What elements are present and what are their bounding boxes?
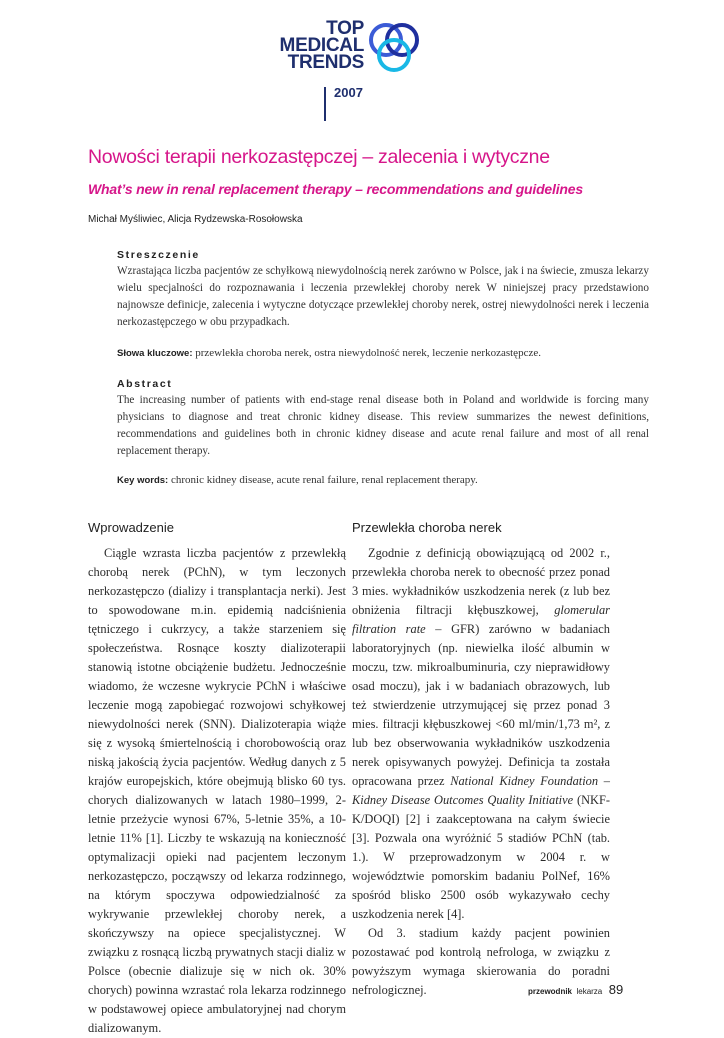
- left-column-body: [88, 544, 346, 1038]
- section-heading-wprowadzenie: Wprowadzenie: [88, 520, 174, 535]
- footer-journal-light: lekarza: [576, 987, 603, 996]
- logo-line-top: TOP: [326, 18, 364, 39]
- logo-line-medical: MEDICAL: [279, 35, 364, 56]
- abstract-keywords-label: Key words:: [117, 475, 169, 486]
- abstract-keywords-text: chronic kidney disease, acute renal failure, renal replacement therapy.: [170, 474, 478, 486]
- pchn-text-e: (NKF-K/DOQI) [2] i zaakceptowana na całym świecie [3]. Pozwala ona wyróżnić 5 stadiów PChN (tab. 1.). W przeprowadzonym w 2004 r. w województwie pomorskim badaniu PolNef, 16% spośród blisko 2500 osób wykazywało cechy uszkodzenia nerek [4].: [352, 793, 610, 921]
- footer-journal-bold: przewodnik: [528, 987, 573, 996]
- article-title: Nowości terapii nerkozastępczej – zalecenia i wytyczne: [88, 146, 550, 168]
- journal-logo: [262, 20, 432, 120]
- right-column-body: [352, 544, 610, 1000]
- logo-divider: [324, 87, 326, 121]
- logo-wordmark: [262, 20, 364, 71]
- logo-rings-icon: [366, 20, 426, 78]
- streszczenie-keywords-text: przewlekła choroba nerek, ostra niewydolność nerek, leczenie nerkozastępcze.: [195, 347, 541, 359]
- wprowadzenie-paragraph: Ciągle wzrasta liczba pacjentów z przewlekłą chorobą nerek (PChN), w tym leczonych nerkozastępczo (dializy i transplantacja nerki). Jest to spowodowane m.in. epidemią nadciśnienia tętniczego i cukrzycy, a także starzeniem się społeczeństwa. Rosnące koszty dializoterapii stanowią istotne obciążenie budżetu. Jednocześnie wiadomo, że wczesne wykrycie PChN i właściwe leczenie mogą zapobiegać rozwojowi schyłkowej niewydolności nerek (SNN). Dializoterapia wiąże się z wysoką śmiertelnością i chorobowością oraz niską jakością życia pacjentów. Według danych z 5 krajów europejskich, które obejmują blisko 60 tys. chorych dializowanych w latach 1980–1999, 2-letnie przeżycie wynosi 67%, 5-letnie 35%, a 10-letnie 11% [1]. Liczby te wskazują na konieczność optymalizacji opieki nad pacjentem leczonym nerkozastępczo, począwszy od lekarza rodzinnego, na którym spoczywa odpowiedzialność za wykrywanie przewlekłej choroby nerek, a skończywszy na opiece specjalistycznej. W związku z rosnącą liczbą prywatnych stacji dializ w Polsce (obecnie dializuje się w nich ok. 30% chorych) powinna wzrastać rola lekarza rodzinnego w podstawowej opiece ambulatoryjnej nad chorym dializowanym.: [88, 546, 346, 1035]
- streszczenie-keywords-label: Słowa kluczowe:: [117, 348, 193, 359]
- article-subtitle: What’s new in renal replacement therapy – recommendations and guidelines: [88, 181, 583, 197]
- section-heading-pchn: Przewlekła choroba nerek: [352, 520, 502, 535]
- logo-line-trends: TRENDS: [287, 52, 364, 73]
- page-number: 89: [608, 982, 624, 997]
- streszczenie-heading: Streszczenie: [117, 249, 200, 261]
- pchn-text-nkf-italic: National Kidney Foundation – Kidney Disease Outcomes Quality Initiative: [352, 774, 611, 807]
- pchn-text-gfr-italic: glomerular filtration rate: [352, 603, 610, 636]
- logo-year: 2007: [334, 85, 363, 100]
- abstract-text: The increasing number of patients with end-stage renal disease both in Poland and worldwide is forcing many physicians to diagnose and treat chronic kidney disease. This review summarizes the newest definitions, recommendations and guidelines both in chronic kidney disease and acute renal failure and most of all renal replacement therapy.: [117, 394, 649, 457]
- abstract-keywords: [117, 472, 649, 489]
- streszczenie-keywords: [117, 345, 649, 362]
- pchn-text-a: Zgodnie z definicją obowiązującą od 2002 r., przewlekła choroba nerek to obecność przez ponad 3 mies. wykładników uszkodzenia nerek (z lub bez obniżenia filtracji kłębuszkowej,: [352, 546, 610, 617]
- page-footer: [528, 981, 623, 999]
- pchn-text-c: – GFR) zarówno w badaniach laboratoryjnych (np. niewielka ilość albumin w moczu, tzw. mikroalbuminuria, czy nieprawidłowy osad moczu), jak i w badaniach obrazowych, lub też stwierdzenie utrzymującej się przez ponad 3 mies. filtracji kłębuszkowej <60 ml/min/1,73 m², z lub bez obserwowania wykładników uszkodzenia nerek opisywanych powyżej. Definicja ta została opracowana przez: [352, 622, 611, 788]
- abstract-heading: Abstract: [117, 378, 173, 390]
- article-authors: Michał Myśliwiec, Alicja Rydzewska-Rosołowska: [88, 214, 303, 225]
- pchn-paragraph-1: [352, 544, 610, 924]
- pchn-paragraph-2: Od 3. stadium każdy pacjent powinien pozostawać pod kontrolą nefrologa, w związku z powyższym wymaga skierowania do poradni nefrologicznej.: [352, 926, 610, 997]
- streszczenie-text: Wzrastająca liczba pacjentów ze schyłkową niewydolnością nerek zarówno w Polsce, jak i na świecie, zmusza lekarzy wielu specjalności do rozpoznawania i leczenia przewlekłej choroby nerek W niniejszej pracy przedstawiono najnowsze definicje, zalecenia i wytyczne dotyczące przewlekłej choroby nerek, ostrej niewydolności nerek i leczenia nerkozastępczego w obu przypadkach.: [117, 265, 649, 328]
